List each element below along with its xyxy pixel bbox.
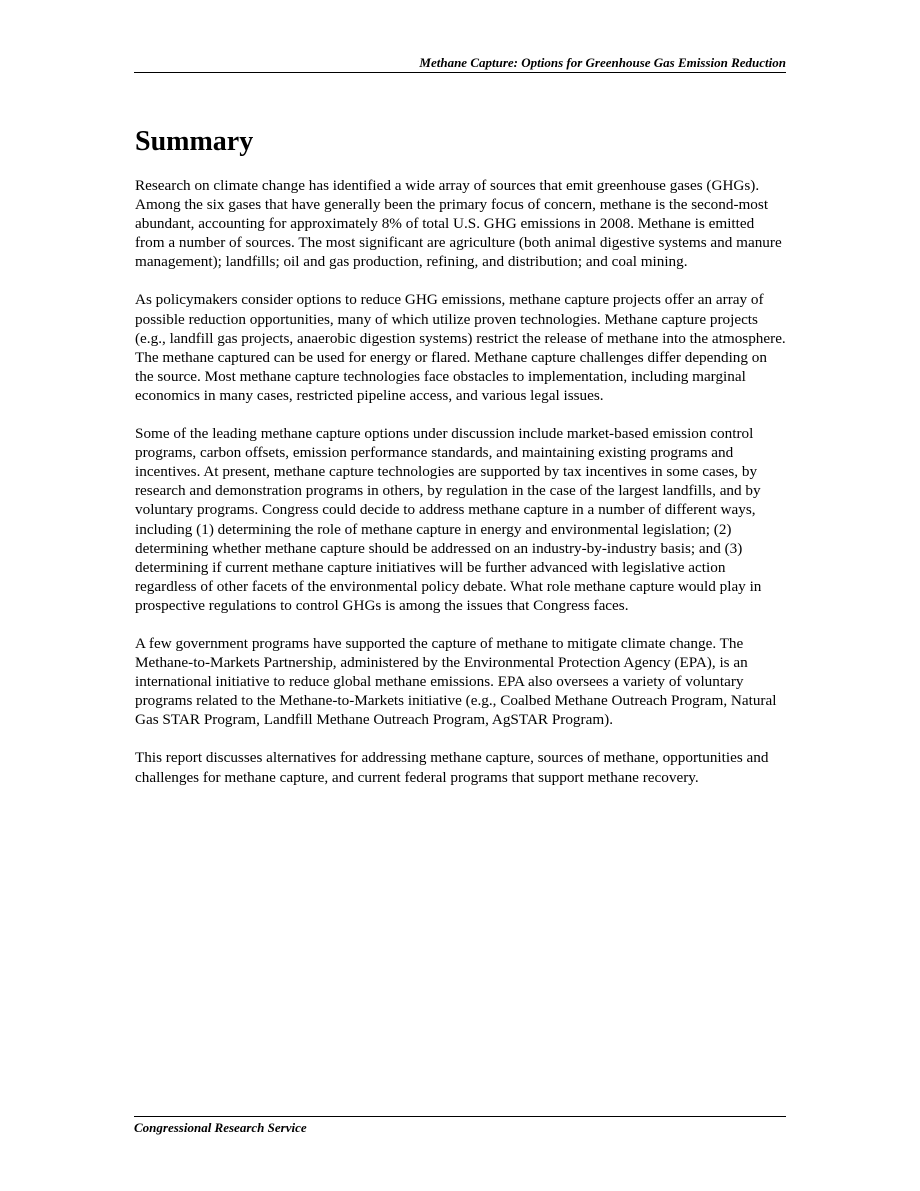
paragraph-report-scope: This report discusses alternatives for addressing methane capture, sources of methane, opportunities and challenges for methane capture, and current federal programs that support methane recovery. [135, 749, 769, 786]
paragraph-policy-options: Some of the leading methane capture options under discussion include market-based emission control programs, carbon offsets, emission performance standards, and maintaining existing programs and incentives. At present, methane capture technologies are supported by tax incentives in some cases, by research and demonstration programs in others, by regulation in the case of the largest landfills, and by voluntary programs. Congress could decide to address methane capture in a number of different ways, including (1) determining the role of methane capture in energy and environmental legislation; (2) determining whether methane capture should be addressed on an industry-by-industry basis; and (3) determining if current methane capture initiatives will be further advanced with legislative action regardless of other facets of the environmental policy debate. What role methane capture would play in prospective regulations to control GHGs is among the issues that Congress faces. [135, 425, 762, 614]
page-title: Summary [135, 126, 254, 157]
summary-body [135, 176, 787, 806]
paragraph-capture-projects: As policymakers consider options to reduce GHG emissions, methane capture projects offer an array of possible reduction opportunities, many of which utilize proven technologies. Methane capture projects (e.g., landfill gas projects, anaerobic digestion systems) restrict the release of methane into the atmosphere. The methane captured can be used for energy or flared. Methane capture challenges differ depending on the source. Most methane capture technologies face obstacles to implementation, including marginal economics in many cases, restricted pipeline access, and various legal issues. [135, 291, 786, 404]
paragraph-government-programs: A few government programs have supported the capture of methane to mitigate climate change. The Methane-to-Markets Partnership, administered by the Environmental Protection Agency (EPA), is an international initiative to reduce global methane emissions. EPA also oversees a variety of voluntary programs related to the Methane-to-Markets initiative (e.g., Coalbed Methane Outreach Program, Natural Gas STAR Program, Landfill Methane Outreach Program, AgSTAR Program). [135, 634, 777, 729]
running-header: Methane Capture: Options for Greenhouse Gas Emission Reduction [134, 55, 786, 73]
running-footer: Congressional Research Service [134, 1116, 786, 1136]
paragraph-climate-sources: Research on climate change has identified a wide array of sources that emit greenhouse gases (GHGs). Among the six gases that have generally been the primary focus of concern, methane is the second-most abundant, accounting for approximately 8% of total U.S. GHG emissions in 2008. Methane is emitted from a number of sources. The most significant are agriculture (both animal digestive systems and manure management); landfills; oil and gas production, refining, and distribution; and coal mining. [135, 177, 782, 271]
